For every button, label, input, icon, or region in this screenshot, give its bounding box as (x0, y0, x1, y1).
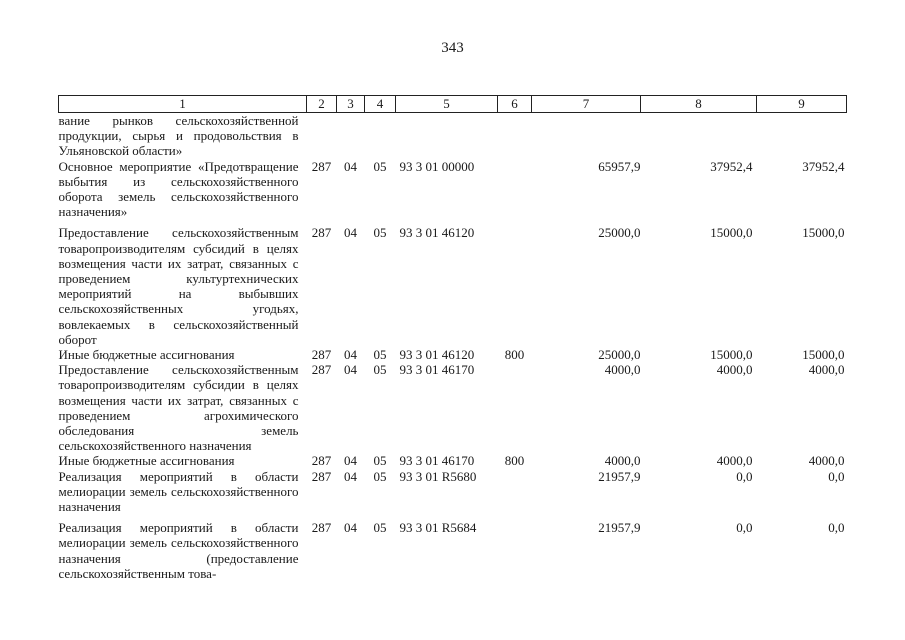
row-name: Иные бюджетные ассигнования (58, 347, 235, 363)
table-row (59, 113, 847, 159)
row-expense-type (498, 520, 532, 581)
row-section-code: 04 (344, 225, 357, 241)
row-amount-col7: 4000,0 (604, 453, 641, 469)
row-ministry-code: 287 (311, 158, 332, 174)
row-amount-col7 (532, 113, 641, 159)
table-row (59, 225, 847, 347)
header-cell: 5 (396, 96, 498, 113)
table-row (59, 453, 847, 468)
row-name: вание рынков сельскохозяйственной продукции, сырья и продовольствия в Ульяновской области» (58, 113, 299, 159)
row-amount-col9: 15000,0 (802, 347, 845, 363)
row-section-code (337, 113, 365, 159)
row-name: Реализация мероприятий в области мелиорации земель сельскохозяйственного назначения (предоставление сельскохозяйственным това- (58, 520, 299, 581)
row-target-code: 93 3 01 46120 (399, 225, 475, 241)
header-cell: 2 (307, 96, 337, 113)
row-amount-col8: 0,0 (736, 468, 753, 484)
row-amount-col9: 15000,0 (802, 225, 845, 241)
table-row (59, 347, 847, 362)
row-target-code: 93 3 01 46120 (399, 347, 475, 363)
row-target-code: 93 3 01 R5684 (399, 520, 477, 536)
table-row (59, 159, 847, 220)
row-expense-type (498, 159, 532, 220)
row-amount-col9: 4000,0 (808, 453, 845, 469)
row-expense-type (498, 113, 532, 159)
header-row (59, 96, 847, 113)
row-amount-col8: 15000,0 (710, 347, 753, 363)
row-amount-col8: 0,0 (736, 520, 753, 536)
row-ministry-code: 287 (311, 225, 332, 241)
header-cell: 9 (757, 96, 847, 113)
row-amount-col8: 4000,0 (716, 362, 753, 378)
row-name: Основное мероприятие «Предотвращение выбытия из сельскохозяйственного оборота земель сельскохозяйственного назначения» (58, 158, 299, 220)
row-ministry-code: 287 (311, 520, 332, 536)
row-amount-col7: 25000,0 (598, 347, 641, 363)
row-amount-col8: 4000,0 (716, 453, 753, 469)
row-name: Иные бюджетные ассигнования (58, 453, 235, 469)
row-target-code: 93 3 01 46170 (399, 453, 475, 469)
row-section-code: 04 (344, 468, 357, 484)
table-row (59, 520, 847, 581)
row-name: Предоставление сельскохозяйственным товаропроизводителям субсидии в целях возмещения части их затрат, связанных с проведением агрохимического обследования земель сельскохозяйственного назначения (58, 362, 299, 454)
row-target-code (396, 113, 498, 159)
row-amount-col9 (757, 113, 847, 159)
row-subsection-code (365, 113, 396, 159)
row-subsection-code: 05 (373, 362, 387, 378)
row-ministry-code: 287 (311, 362, 332, 378)
row-expense-type (498, 225, 532, 347)
row-amount-col8: 15000,0 (710, 225, 753, 241)
header-cell: 3 (337, 96, 365, 113)
header-cell: 4 (365, 96, 396, 113)
row-ministry-code: 287 (311, 347, 332, 363)
row-ministry-code: 287 (311, 468, 332, 484)
row-section-code: 04 (344, 362, 357, 378)
table-row (59, 362, 847, 453)
row-amount-col8 (641, 113, 757, 159)
row-subsection-code: 05 (373, 225, 387, 241)
row-target-code: 93 3 01 46170 (399, 362, 475, 378)
row-ministry-code (307, 113, 337, 159)
row-target-code: 93 3 01 R5680 (399, 468, 477, 484)
table-row (59, 469, 847, 515)
budget-table (58, 95, 847, 581)
header-cell: 7 (532, 96, 641, 113)
row-expense-type (498, 469, 532, 515)
row-amount-col7: 25000,0 (598, 225, 641, 241)
row-subsection-code: 05 (373, 468, 387, 484)
header-cell: 6 (498, 96, 532, 113)
row-name: Предоставление сельскохозяйственным товаропроизводителям субсидий в целях возмещения части их затрат, связанных с проведением культуртехнических мероприятий на выбывших сельскохозяйственных угодьях, вовлекаемых в сельскохозяйственный оборот (58, 225, 299, 347)
row-amount-col7: 21957,9 (598, 468, 641, 484)
row-subsection-code: 05 (373, 158, 387, 174)
row-amount-col9: 0,0 (828, 468, 845, 484)
row-expense-type (498, 362, 532, 453)
row-target-code: 93 3 01 00000 (399, 158, 475, 174)
row-amount-col8: 37952,4 (710, 158, 753, 174)
row-subsection-code: 05 (373, 347, 387, 363)
row-amount-col7: 65957,9 (598, 158, 641, 174)
row-amount-col9: 37952,4 (802, 158, 845, 174)
row-amount-col7: 4000,0 (604, 362, 641, 378)
row-ministry-code: 287 (311, 453, 332, 469)
page-number: 343 (441, 40, 464, 56)
row-amount-col9: 0,0 (828, 520, 845, 536)
row-section-code: 04 (344, 520, 357, 536)
row-amount-col9: 4000,0 (808, 362, 845, 378)
row-section-code: 04 (344, 158, 357, 174)
row-expense-type: 800 (504, 453, 525, 469)
row-name: Реализация мероприятий в области мелиорации земель сельскохозяйственного назначения (58, 468, 299, 515)
header-cell: 1 (59, 96, 307, 113)
row-section-code: 04 (344, 347, 357, 363)
row-amount-col7: 21957,9 (598, 520, 641, 536)
row-subsection-code: 05 (373, 453, 387, 469)
row-expense-type: 800 (504, 347, 525, 363)
row-subsection-code: 05 (373, 520, 387, 536)
header-cell: 8 (641, 96, 757, 113)
row-section-code: 04 (344, 453, 357, 469)
